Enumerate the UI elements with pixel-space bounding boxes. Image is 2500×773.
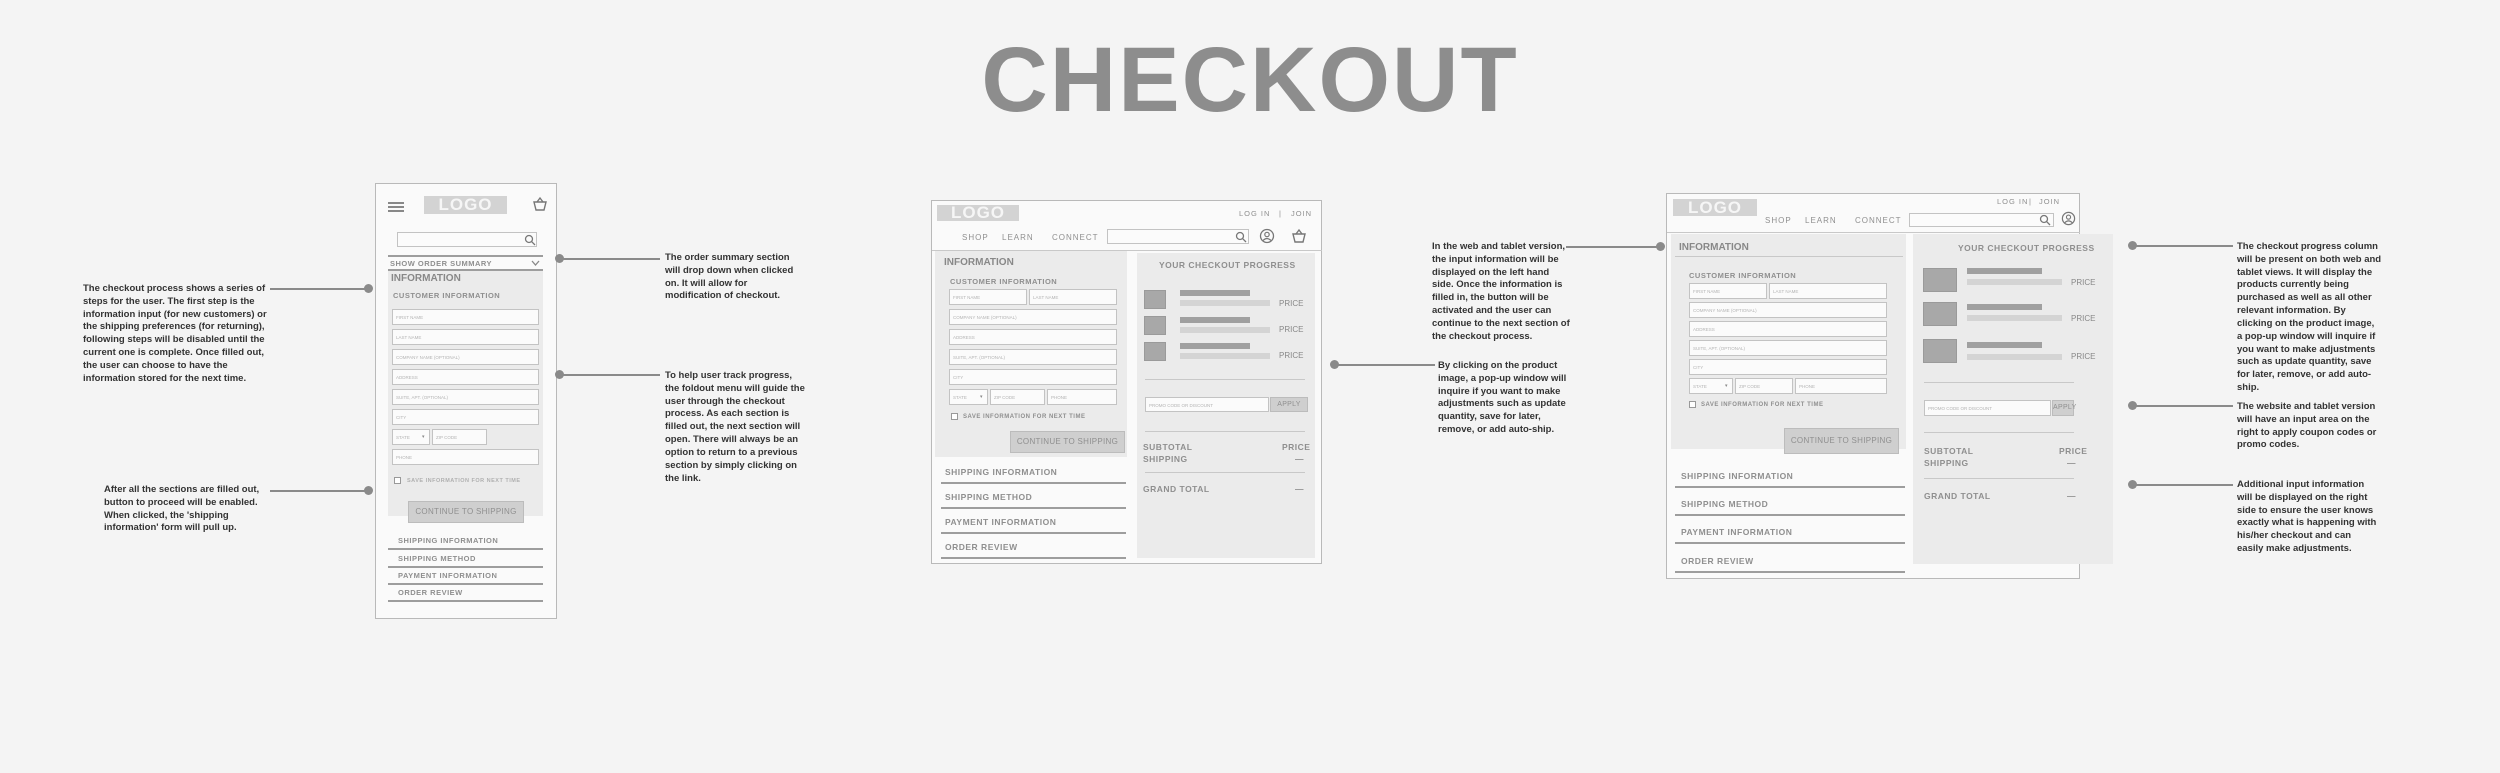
product-desc-bar — [1180, 300, 1270, 306]
product-price: PRICE — [2071, 278, 2096, 287]
header-divider — [1667, 232, 2080, 233]
product-image[interactable] — [1144, 342, 1166, 361]
divider — [1145, 431, 1305, 432]
annotation-checkout-steps: The checkout process shows a series of steps for the user. The first step is the information input (for new customers) or the shipping preferences (for returning), following steps will be disabled until the current one is complete. Once filled out, the user can choose to have the information stored for the next time. — [83, 283, 267, 384]
join-link[interactable]: JOIN — [1291, 209, 1313, 218]
subtotal-value: PRICE — [2059, 446, 2088, 456]
tablet-wireframe — [1666, 193, 2096, 579]
search-icon[interactable] — [524, 234, 536, 246]
annotation-product-image: By clicking on the product image, a pop-up window will inquire if you want to make adjustments such as update quantity, save for later, remove, or add auto-ship. — [1438, 360, 1567, 436]
divider — [1924, 382, 2074, 383]
connector-line — [2133, 484, 2233, 486]
connector-line — [2133, 245, 2233, 247]
shipping-value: — — [1295, 454, 1304, 464]
grand-total-value: — — [2067, 491, 2076, 501]
address-field[interactable]: ADDRESS — [392, 369, 539, 385]
annotation-coupon: The website and tablet version will have an input area on the right to apply coupon codes or promo codes. — [2237, 401, 2377, 451]
last-name-field[interactable]: LAST NAME — [392, 329, 539, 345]
divider — [1924, 432, 2074, 433]
phone-field[interactable]: PHONE — [1047, 389, 1117, 405]
apply-button[interactable]: APPLY — [1270, 397, 1308, 412]
step-shipping-information[interactable]: SHIPPING INFORMATION — [1681, 471, 1794, 481]
connector-line — [2133, 405, 2233, 407]
first-name-field[interactable]: FIRST NAME — [392, 309, 539, 325]
search-icon[interactable] — [1235, 231, 1247, 243]
nav-separator: | — [1279, 209, 1282, 218]
divider — [1675, 486, 1905, 488]
nav-connect[interactable]: CONNECT — [1855, 216, 1902, 225]
state-select[interactable]: STATE — [1689, 378, 1733, 394]
promo-code-input[interactable]: PROMO CODE OR DISCOUNT — [1924, 400, 2051, 416]
product-price: PRICE — [1279, 299, 1304, 308]
connector-line — [560, 374, 660, 376]
step-shipping-method[interactable]: SHIPPING METHOD — [1681, 499, 1769, 509]
product-price: PRICE — [2071, 314, 2096, 323]
grand-total-label: GRAND TOTAL — [1924, 491, 1991, 501]
product-image[interactable] — [1144, 316, 1166, 335]
connector-line — [1566, 246, 1661, 248]
company-field[interactable]: COMPANY NAME (OPTIONAL) — [1689, 302, 1887, 318]
nav-connect[interactable]: CONNECT — [1052, 233, 1099, 242]
login-link[interactable]: LOG IN — [1239, 209, 1271, 218]
zip-field[interactable]: ZIP CODE — [432, 429, 487, 445]
annotation-progress-column: The checkout progress column will be present on both web and tablet views. It will display the products currently being purchased as well as all other relevant information. By clicking on the product image, a pop-up window will inquire if you want to make adjustments such as update quantity, save for later, remove, or add auto-ship. — [2237, 241, 2382, 393]
account-icon[interactable] — [1259, 228, 1275, 244]
divider — [941, 482, 1126, 484]
step-order-review[interactable]: ORDER REVIEW — [945, 542, 1018, 552]
subtotal-label: SUBTOTAL — [1143, 442, 1193, 452]
step-payment-information[interactable]: PAYMENT INFORMATION — [1681, 527, 1793, 537]
connector-line — [270, 490, 368, 492]
step-shipping-method[interactable]: SHIPPING METHOD — [945, 492, 1033, 502]
subsection-title: CUSTOMER INFORMATION — [393, 291, 501, 300]
connector-dot — [364, 486, 373, 495]
web-wireframe — [931, 200, 1322, 564]
product-image[interactable] — [1923, 302, 1957, 326]
continue-to-shipping-button[interactable]: CONTINUE TO SHIPPING — [1784, 428, 1899, 454]
step-shipping-method[interactable]: SHIPPING METHOD — [398, 554, 476, 563]
product-desc-bar — [1967, 354, 2062, 360]
annotation-after-sections: After all the sections are filled out, button to proceed will be enabled. When clicked, the 'shipping information' form will pull up. — [104, 484, 260, 534]
cart-icon[interactable] — [1291, 228, 1307, 244]
step-order-review[interactable]: ORDER REVIEW — [1681, 556, 1754, 566]
company-field[interactable]: COMPANY NAME (OPTIONAL) — [392, 349, 539, 365]
continue-to-shipping-button[interactable]: CONTINUE TO SHIPPING — [1010, 431, 1125, 453]
shipping-label: SHIPPING — [1143, 454, 1188, 464]
connector-dot — [364, 284, 373, 293]
order-summary-toggle[interactable]: SHOW ORDER SUMMARY — [390, 259, 493, 268]
dropdown-arrow-icon: ▾ — [980, 394, 983, 400]
apply-button[interactable]: APPLY — [2052, 400, 2074, 416]
divider — [388, 583, 543, 585]
annotation-web-tablet-input: In the web and tablet version, the input information will be displayed on the left hand side. Once the information is filled in, the button will be activated and the user can continue to the next section of the checkout process. — [1432, 241, 1570, 342]
product-image[interactable] — [1144, 290, 1166, 309]
product-price: PRICE — [1279, 351, 1304, 360]
divider — [1924, 478, 2074, 479]
divider — [941, 532, 1126, 534]
annotation-order-summary: The order summary section will drop down when clicked on. It will allow for modification of checkout. — [665, 252, 794, 302]
product-price: PRICE — [2071, 352, 2096, 361]
product-name-bar — [1967, 304, 2042, 310]
divider — [1675, 542, 1905, 544]
product-desc-bar — [1967, 315, 2062, 321]
state-select[interactable]: STATE — [392, 429, 430, 445]
connector-line — [270, 288, 368, 290]
grand-total-label: GRAND TOTAL — [1143, 484, 1210, 494]
divider — [941, 507, 1126, 509]
login-link[interactable]: LOG IN — [1997, 197, 2029, 206]
product-name-bar — [1967, 268, 2042, 274]
phone-field[interactable]: PHONE — [1795, 378, 1887, 394]
shipping-value: — — [2067, 458, 2076, 468]
save-info-checkbox[interactable] — [394, 477, 401, 484]
divider — [941, 557, 1126, 559]
step-payment-information[interactable]: PAYMENT INFORMATION — [945, 517, 1057, 527]
annotation-foldout: To help user track progress, the foldout menu will guide the user through the checkout process. As each section is filled out, the next section will open. There will always be an option to return to a previous section by simply clicking on the link. — [665, 370, 805, 484]
progress-title: YOUR CHECKOUT PROGRESS — [1159, 260, 1296, 270]
logo[interactable]: LOGO — [424, 196, 507, 214]
nav-shop[interactable]: SHOP — [1765, 216, 1792, 225]
first-name-field[interactable]: FIRST NAME — [1689, 283, 1767, 299]
state-select[interactable]: STATE — [949, 389, 988, 405]
step-shipping-information[interactable]: SHIPPING INFORMATION — [398, 536, 499, 545]
save-info-checkbox[interactable] — [1689, 401, 1696, 408]
search-input[interactable] — [397, 232, 537, 247]
phone-field[interactable]: PHONE — [392, 449, 539, 465]
logo[interactable]: LOGO — [937, 205, 1019, 221]
divider — [388, 566, 543, 568]
divider — [1675, 571, 1905, 573]
subsection-title: CUSTOMER INFORMATION — [1689, 271, 1797, 280]
company-field[interactable]: COMPANY NAME (OPTIONAL) — [949, 309, 1117, 325]
subsection-title: CUSTOMER INFORMATION — [950, 277, 1058, 286]
last-name-field[interactable]: LAST NAME — [1769, 283, 1887, 299]
search-icon[interactable] — [2039, 214, 2051, 226]
zip-field[interactable]: ZIP CODE — [990, 389, 1045, 405]
nav-learn[interactable]: LEARN — [1805, 216, 1837, 225]
logo[interactable]: LOGO — [1673, 199, 1757, 216]
connector-line — [560, 258, 660, 260]
nav-learn[interactable]: LEARN — [1002, 233, 1034, 242]
subtotal-label: SUBTOTAL — [1924, 446, 1974, 456]
hamburger-icon[interactable] — [388, 202, 404, 212]
divider — [1145, 472, 1305, 473]
shipping-label: SHIPPING — [1924, 458, 1969, 468]
nav-separator: | — [2029, 197, 2032, 206]
account-icon[interactable] — [2061, 211, 2076, 226]
product-name-bar — [1180, 317, 1250, 323]
product-desc-bar — [1180, 327, 1270, 333]
product-name-bar — [1180, 343, 1250, 349]
step-order-review[interactable]: ORDER REVIEW — [398, 588, 463, 597]
section-title: INFORMATION — [1679, 242, 1749, 253]
city-field[interactable]: CITY — [392, 409, 539, 425]
divider — [1675, 514, 1905, 516]
suite-field[interactable]: SUITE, APT. (OPTIONAL) — [949, 349, 1117, 365]
save-info-label: SAVE INFORMATION FOR NEXT TIME — [1701, 402, 1824, 408]
first-name-field[interactable]: FIRST NAME — [949, 289, 1027, 305]
chevron-down-icon[interactable] — [531, 259, 540, 267]
divider — [1675, 256, 1903, 257]
divider — [388, 255, 543, 257]
mobile-wireframe — [375, 183, 557, 619]
step-shipping-information[interactable]: SHIPPING INFORMATION — [945, 467, 1058, 477]
suite-field[interactable]: SUITE, APT. (OPTIONAL) — [392, 389, 539, 405]
search-input[interactable] — [1909, 213, 2054, 227]
product-price: PRICE — [1279, 325, 1304, 334]
last-name-field[interactable]: LAST NAME — [1029, 289, 1117, 305]
city-field[interactable]: CITY — [1689, 359, 1887, 375]
join-link[interactable]: JOIN — [2039, 197, 2061, 206]
section-title: INFORMATION — [391, 273, 461, 284]
product-image[interactable] — [1923, 339, 1957, 363]
suite-field[interactable]: SUITE, APT. (OPTIONAL) — [1689, 340, 1887, 356]
product-image[interactable] — [1923, 268, 1957, 292]
product-desc-bar — [1180, 353, 1270, 359]
zip-field[interactable]: ZIP CODE — [1735, 378, 1793, 394]
connector-line — [1335, 364, 1435, 366]
product-desc-bar — [1967, 279, 2062, 285]
annotation-additional-info: Additional input information will be displayed on the right side to ensure the user knows exactly what is happening with his/her checkout and can easily make adjustments. — [2237, 479, 2377, 555]
step-payment-information[interactable]: PAYMENT INFORMATION — [398, 571, 498, 580]
search-input[interactable] — [1107, 229, 1249, 244]
product-name-bar — [1180, 290, 1250, 296]
city-field[interactable]: CITY — [949, 369, 1117, 385]
page-title: CHECKOUT — [981, 29, 1519, 131]
section-title: INFORMATION — [944, 257, 1014, 268]
promo-code-input[interactable]: PROMO CODE OR DISCOUNT — [1145, 397, 1269, 412]
product-name-bar — [1967, 342, 2042, 348]
save-info-label: SAVE INFORMATION FOR NEXT TIME — [407, 478, 521, 484]
continue-to-shipping-button[interactable]: CONTINUE TO SHIPPING — [408, 501, 524, 523]
save-info-label: SAVE INFORMATION FOR NEXT TIME — [963, 414, 1086, 420]
address-field[interactable]: ADDRESS — [1689, 321, 1887, 337]
connector-dot — [1656, 242, 1665, 251]
save-info-checkbox[interactable] — [951, 413, 958, 420]
dropdown-arrow-icon: ▾ — [422, 434, 425, 440]
address-field[interactable]: ADDRESS — [949, 329, 1117, 345]
grand-total-value: — — [1295, 484, 1304, 494]
divider — [1145, 379, 1305, 380]
progress-title: YOUR CHECKOUT PROGRESS — [1958, 243, 2095, 253]
divider — [388, 548, 543, 550]
nav-shop[interactable]: SHOP — [962, 233, 989, 242]
cart-icon[interactable] — [532, 196, 548, 212]
divider — [388, 600, 543, 602]
dropdown-arrow-icon: ▾ — [1725, 383, 1728, 389]
subtotal-value: PRICE — [1282, 442, 1311, 452]
